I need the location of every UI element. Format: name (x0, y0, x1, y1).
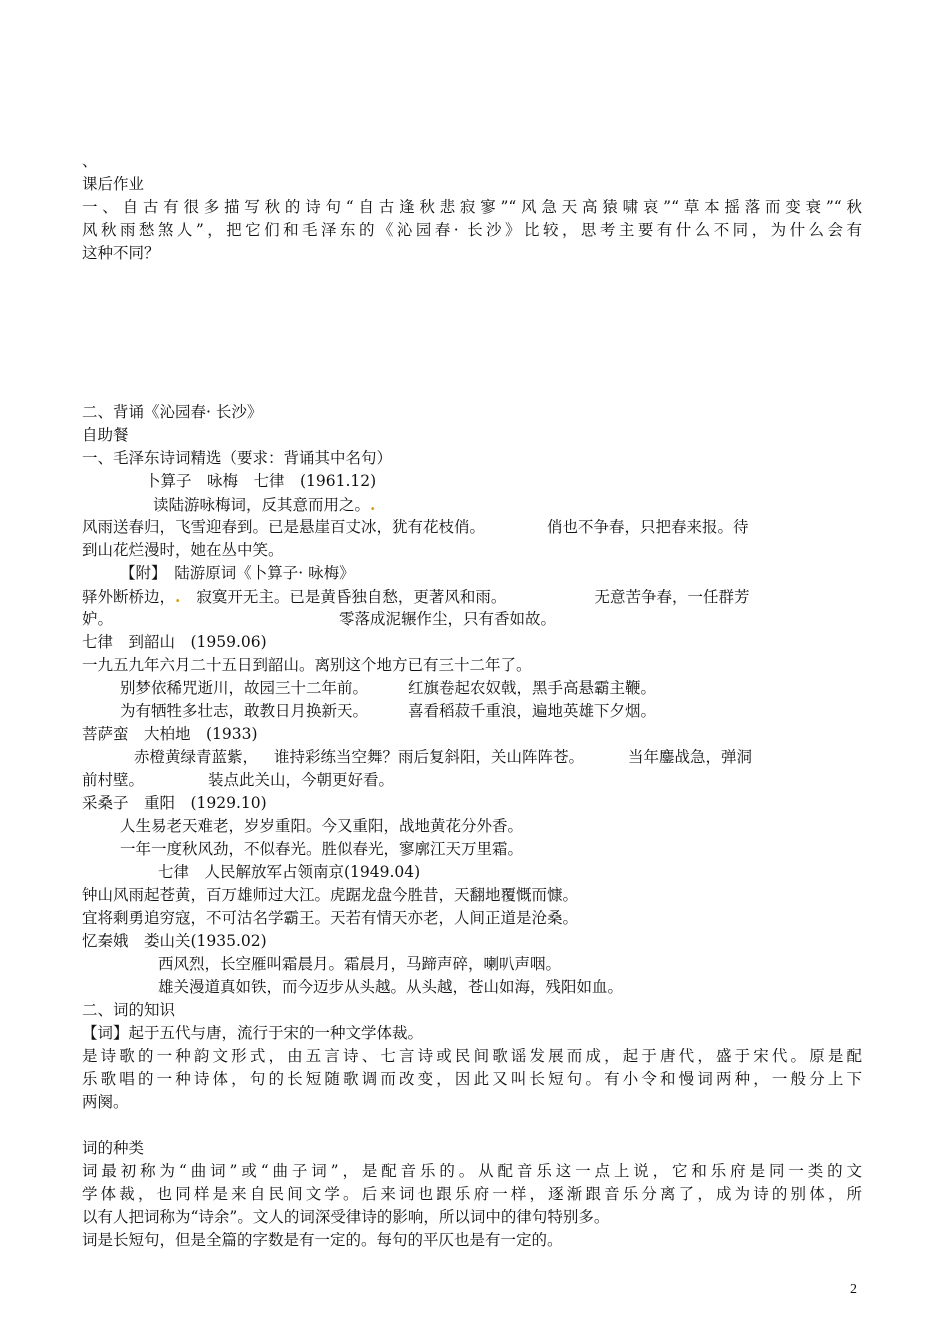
ci-definition: 【词】起于五代与唐，流行于宋的一种文学体裁。 (82, 1024, 424, 1042)
highlight-dot: . (370, 495, 376, 514)
ci-para2-line2: 学体裁，也同样是来自民间文学。后来词也跟乐府一样，逐渐跟音乐分离了，成为诗的别体，所 (82, 1185, 862, 1203)
poem2-title: 【附】 陆游原词《卜算子· 咏梅》 (120, 564, 355, 582)
poem6-title: 七律 人民解放军占领南京(1949.04) (158, 863, 421, 881)
poem2-line1-part3: 无意苦争春，一任群芳 (594, 588, 750, 606)
poem3-line2-part2: 喜看稻菽千重浪，遍地英雄下夕烟。 (408, 702, 657, 720)
poem2-line1-part2: 寂寞开无主。已是黄昏独自愁，更著风和雨。 (196, 588, 507, 606)
poem1-line2: 到山花烂漫时，她在丛中笑。 (82, 541, 284, 559)
poem3-line1-part2: 红旗卷起农奴戟，黑手高悬霸主鞭。 (408, 679, 657, 697)
ci-para2-line3: 以有人把词称为“诗余”。文人的词深受律诗的影响，所以词中的律句特别多。 (82, 1208, 610, 1226)
poem3-line1-row (82, 677, 900, 700)
ci-para2-line1: 词最初称为“曲词”或“曲子词”，是配音乐的。从配音乐这一点上说，它和乐府是同一类的文 (82, 1162, 862, 1180)
poem3-line2-row (82, 700, 900, 723)
poem5-line2: 一年一度秋风劲，不似春光。胜似春光，寥廓江天万里霜。 (120, 840, 524, 858)
poem3-line1-part1: 别梦依稀咒逝川，故园三十二年前。 (120, 679, 369, 697)
ci-para1-line2: 乐歌唱的一种诗体，句的长短随歌调而改变，因此又叫长短句。有小令和慢词两种，一般分上下 (82, 1070, 862, 1088)
poem3-line2-part1: 为有牺牲多壮志，敢教日月换新天。 (120, 702, 369, 720)
poem4-line1-part2: 谁持彩练当空舞？雨后复斜阳，关山阵阵苍。 (274, 748, 585, 766)
poem1-line1-part2: 俏也不争春，只把春来报。待 (547, 518, 749, 536)
homework-q1-line2: 风秋雨愁煞人”，把它们和毛泽东的《沁园春· 长沙》比较，思考主要有什么不同，为什么会有 (82, 221, 862, 239)
homework-q2: 二、背诵《沁园春· 长沙》 (82, 403, 263, 421)
page-number: 2 (850, 1282, 857, 1297)
poem5-line1: 人生易老天难老，岁岁重阳。今又重阳，战地黄花分外香。 (120, 817, 524, 835)
poem4-line1-row (82, 746, 914, 769)
ci-para1-line3: 两阕。 (82, 1093, 129, 1111)
ci-types-title: 词的种类 (82, 1139, 145, 1157)
poem6-line2: 宜将剩勇追穷寇，不可沽名学霸王。天若有情天亦老，人间正道是沧桑。 (82, 909, 579, 927)
poem7-line1: 西风烈，长空雁叫霜晨月。霜晨月，马蹄声碎，喇叭声咽。 (158, 955, 562, 973)
poem2-line1-part1: 驿外断桥边， (82, 588, 176, 606)
ci-para1-line1: 是诗歌的一种韵文形式，由五言诗、七言诗或民间歌谣发展而成，起于唐代，盛于宋代。原是配 (82, 1047, 862, 1065)
poem1-line1-part1: 风雨送春归，飞雪迎春到。已是悬崖百丈冰，犹有花枝俏。 (82, 518, 486, 536)
poem7-title: 忆秦娥 娄山关(1935.02) (82, 932, 267, 950)
poem4-line1-part1: 赤橙黄绿青蓝紫， (134, 748, 259, 766)
homework-title: 课后作业 (82, 175, 145, 193)
poem2-line2-row (82, 608, 862, 631)
highlight-dot-2: . (175, 587, 181, 606)
section-1-heading: 一、毛泽东诗词精选（要求：背诵其中名句） (82, 449, 393, 467)
poem1-line1-row (82, 516, 862, 539)
poem7-line2: 雄关漫道真如铁，而今迈步从头越。从头越，苍山如海，残阳如血。 (158, 978, 624, 996)
poem2-line1-row (82, 585, 862, 609)
poem6-line1: 钟山风雨起苍黄，百万雄师过大江。虎踞龙盘今胜昔，天翻地覆慨而慷。 (82, 886, 579, 904)
poem3-intro: 一九五九年六月二十五日到韶山。离别这个地方已有三十二年了。 (82, 656, 532, 674)
buffet-title: 自助餐 (82, 426, 129, 444)
poem4-title: 菩萨蛮 大柏地 (1933) (82, 725, 258, 743)
poem4-line2-row (82, 769, 862, 792)
poem2-line2-part1: 妒。 (82, 610, 114, 628)
poem4-line1-part3: 当年鏖战急，弹洞 (628, 748, 753, 766)
poem4-line2-part2: 装点此关山，今朝更好看。 (208, 771, 395, 789)
poem5-title: 采桑子 重阳 (1929.10) (82, 794, 267, 812)
poem1-note-row (82, 493, 933, 517)
homework-q1-line1: 一、自古有很多描写秋的诗句“自古逢秋悲寂寥”“风急天高猿啸哀”“草本摇落而变衰”“秋 (82, 198, 862, 216)
poem4-line2-part1: 前村壁。 (82, 771, 145, 789)
poem1-note: 读陆游咏梅词，反其意而用之。 (153, 496, 371, 514)
poem1-title: 卜算子 咏梅 七律 (1961.12) (145, 472, 377, 490)
poem3-title: 七律 到韶山 (1959.06) (82, 633, 267, 651)
homework-q1-line3: 这种不同？ (82, 244, 160, 262)
ci-para3: 词是长短句，但是全篇的字数是有一定的。每句的平仄也是有一定的。 (82, 1231, 563, 1249)
leading-mark: 、 (82, 152, 98, 170)
poem2-line2-part2: 零落成泥辗作尘，只有香如故。 (339, 610, 557, 628)
section-2-heading: 二、词的知识 (82, 1001, 176, 1019)
